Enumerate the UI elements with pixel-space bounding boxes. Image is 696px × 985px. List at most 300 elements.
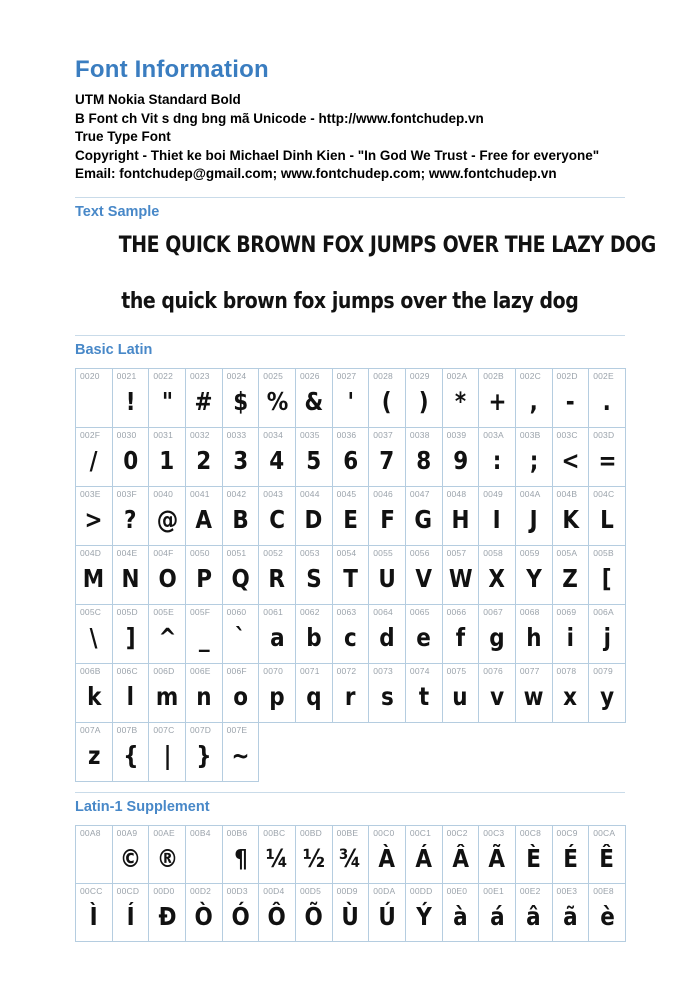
codepoint-label: 005D (116, 606, 138, 617)
glyph: @ (156, 504, 178, 534)
latin1-supplement-heading: Latin-1 Supplement (75, 798, 210, 815)
codepoint-label: 00C0 (373, 827, 395, 838)
codepoint-label: 00BE (336, 827, 359, 838)
glyph-cell (442, 427, 479, 486)
glyph: { (122, 740, 139, 770)
glyph: E (343, 504, 358, 534)
glyph: - (565, 386, 575, 416)
glyph: j (603, 622, 611, 652)
glyph-cell (295, 486, 332, 545)
glyph-cell (185, 722, 222, 781)
glyph: ( (382, 386, 392, 416)
glyph: h (526, 622, 542, 652)
glyph: [ (602, 563, 612, 593)
glyph: < (561, 445, 580, 475)
codepoint-label: 0065 (409, 606, 430, 617)
codepoint-label: 00E2 (519, 885, 541, 896)
glyph: ? (124, 504, 137, 534)
glyph: ã (563, 901, 578, 931)
glyph-cell (479, 368, 516, 427)
glyph-cell (369, 545, 406, 604)
glyph: % (266, 386, 288, 416)
codepoint-label: 004C (593, 488, 615, 499)
glyph-cell (515, 883, 552, 941)
glyph: o (233, 681, 248, 711)
glyph-cell (479, 825, 516, 883)
glyph: 1 (159, 445, 175, 475)
glyph: : (492, 445, 502, 475)
glyph: r (345, 681, 356, 711)
codepoint-label: 002D (556, 370, 578, 381)
codepoint-label: 00D2 (189, 885, 212, 896)
glyph: d (379, 622, 395, 652)
font-description-line: B Font ch Vit s dng bng mã Unicode - http://www.fontchudep.vn (75, 110, 484, 126)
glyph: V (415, 563, 433, 593)
glyph: D (304, 504, 323, 534)
glyph: Õ (304, 901, 323, 931)
codepoint-label: 0079 (593, 665, 613, 676)
codepoint-label: 007B (116, 724, 138, 735)
codepoint-label: 0064 (373, 606, 393, 617)
glyph-cell (442, 604, 479, 663)
glyph-cell (76, 545, 113, 604)
glyph-cell (332, 486, 369, 545)
codepoint-label: 0073 (373, 665, 393, 676)
codepoint-label: 0050 (189, 547, 210, 558)
glyph: x (563, 681, 578, 711)
glyph: Ù (341, 901, 360, 931)
glyph-cell (112, 825, 149, 883)
codepoint-label: 002C (519, 370, 541, 381)
glyph-cell (369, 368, 406, 427)
codepoint-label: 00D4 (263, 885, 285, 896)
glyph: y (600, 681, 615, 711)
codepoint-label: 004F (153, 547, 174, 558)
glyph-cell (332, 663, 369, 722)
glyph: p (269, 681, 285, 711)
text-sample-heading: Text Sample (75, 203, 160, 220)
codepoint-label: 002F (80, 429, 101, 440)
glyph: Í (126, 901, 135, 931)
codepoint-label: 0028 (373, 370, 393, 381)
glyph: . (602, 386, 612, 416)
glyph: R (268, 563, 286, 593)
glyph: É (563, 843, 578, 873)
glyph-cell (515, 486, 552, 545)
empty-grid-space (369, 722, 406, 781)
codepoint-label: 0059 (519, 547, 540, 558)
glyph: S (306, 563, 322, 593)
codepoint-label: 003F (116, 488, 137, 499)
codepoint-label: 006D (153, 665, 175, 676)
codepoint-label: 006E (189, 665, 211, 676)
glyph-cell (222, 883, 259, 941)
glyph-cell (149, 427, 186, 486)
glyph-cell (515, 604, 552, 663)
glyph: u (452, 681, 469, 711)
glyph-cell (479, 663, 516, 722)
glyph-cell (259, 545, 296, 604)
empty-grid-space (405, 722, 442, 781)
glyph: ! (125, 386, 136, 416)
glyph-cell (515, 825, 552, 883)
codepoint-label: 00BC (263, 827, 286, 838)
glyph: U (378, 563, 396, 593)
codepoint-label: 00E0 (446, 885, 468, 896)
codepoint-label: 0038 (409, 429, 430, 440)
glyph: K (562, 504, 579, 534)
glyph: \ (89, 622, 98, 652)
glyph: l (126, 681, 135, 711)
glyph: T (343, 563, 358, 593)
glyph-cell (405, 825, 442, 883)
codepoint-label: 004E (116, 547, 138, 558)
glyph-cell (295, 604, 332, 663)
codepoint-label: 0026 (299, 370, 320, 381)
codepoint-label: 0056 (409, 547, 430, 558)
glyph-cell (442, 825, 479, 883)
glyph: P (195, 563, 212, 593)
codepoint-label: 0021 (116, 370, 137, 381)
glyph-cell (589, 368, 626, 427)
glyph: ¾ (339, 843, 362, 873)
glyph-cell (442, 368, 479, 427)
glyph-cell (76, 368, 113, 427)
codepoint-label: 0044 (299, 488, 320, 499)
glyph: 0 (122, 445, 138, 475)
glyph-cell (552, 545, 589, 604)
glyph-cell (222, 604, 259, 663)
codepoint-label: 0062 (299, 606, 320, 617)
glyph-cell (112, 486, 149, 545)
glyph: Q (231, 563, 250, 593)
glyph-cell (185, 883, 222, 941)
codepoint-label: 0043 (263, 488, 283, 499)
codepoint-label: 0071 (299, 665, 320, 676)
glyph: b (306, 622, 322, 652)
glyph: G (414, 504, 433, 534)
glyph-cell (149, 722, 186, 781)
glyph: Ì (89, 901, 98, 931)
glyph-cell (222, 486, 259, 545)
glyph-cell (222, 663, 259, 722)
glyph-cell (76, 663, 113, 722)
glyph-cell (332, 825, 369, 883)
glyph-cell (405, 545, 442, 604)
glyph-cell (295, 427, 332, 486)
glyph: â (526, 901, 541, 931)
codepoint-label: 0020 (80, 370, 100, 381)
codepoint-label: 003D (593, 429, 615, 440)
glyph-cell (552, 486, 589, 545)
codepoint-label: 00B6 (226, 827, 248, 838)
glyph: à (453, 901, 468, 931)
glyph: 6 (342, 445, 358, 475)
codepoint-label: 0048 (446, 488, 467, 499)
glyph-cell (442, 545, 479, 604)
glyph-cell (295, 368, 332, 427)
glyph: Ã (488, 843, 506, 873)
glyph-cell (185, 604, 222, 663)
codepoint-label: 0024 (226, 370, 247, 381)
codepoint-label: 0063 (336, 606, 357, 617)
glyph-cell (295, 825, 332, 883)
glyph-cell (369, 663, 406, 722)
empty-grid-space (589, 722, 626, 781)
empty-grid-space (479, 722, 516, 781)
glyph-cell (589, 545, 626, 604)
glyph-cell (185, 368, 222, 427)
glyph-cell (369, 883, 406, 941)
codepoint-label: 00CA (593, 827, 616, 838)
glyph: 8 (416, 445, 432, 475)
glyph-cell (295, 663, 332, 722)
codepoint-label: 00D5 (299, 885, 322, 896)
glyph: Ý (415, 901, 432, 931)
glyph-cell (479, 427, 516, 486)
glyph-cell (589, 604, 626, 663)
glyph: k (86, 681, 101, 711)
glyph: ½ (302, 843, 325, 873)
codepoint-label: 00BD (299, 827, 322, 838)
glyph-cell (112, 604, 149, 663)
glyph: 9 (452, 445, 468, 475)
codepoint-label: 006A (593, 606, 614, 617)
codepoint-label: 0033 (226, 429, 247, 440)
glyph-cell (552, 368, 589, 427)
codepoint-label: 00AE (153, 827, 175, 838)
glyph-cell (405, 883, 442, 941)
glyph: Ê (599, 843, 615, 873)
codepoint-label: 0070 (263, 665, 283, 676)
glyph-cell (149, 545, 186, 604)
codepoint-label: 00D9 (336, 885, 358, 896)
glyph-cell (552, 883, 589, 941)
empty-grid-space (552, 722, 589, 781)
glyph: / (89, 445, 98, 475)
codepoint-label: 0030 (116, 429, 137, 440)
codepoint-label: 0053 (299, 547, 320, 558)
section-divider (75, 792, 625, 793)
glyph-cell (515, 663, 552, 722)
glyph: _ (198, 622, 210, 652)
codepoint-label: 0039 (446, 429, 467, 440)
glyph: ~ (231, 740, 250, 770)
glyph: È (526, 843, 542, 873)
codepoint-label: 0054 (336, 547, 357, 558)
glyph: C (269, 504, 285, 534)
glyph-cell (259, 825, 296, 883)
empty-grid-space (442, 722, 479, 781)
codepoint-label: 0072 (336, 665, 357, 676)
glyph-cell (332, 427, 369, 486)
sample-text-uppercase: THE QUICK BROWN FOX JUMPS OVER THE LAZY DOG (118, 232, 656, 258)
empty-grid-space (295, 722, 332, 781)
codepoint-label: 0040 (153, 488, 174, 499)
codepoint-label: 00A9 (116, 827, 138, 838)
glyph-cell (76, 604, 113, 663)
glyph-cell (589, 825, 626, 883)
glyph-cell (76, 427, 113, 486)
glyph: ; (529, 445, 539, 475)
codepoint-label: 00D3 (226, 885, 248, 896)
codepoint-label: 0031 (153, 429, 174, 440)
glyph-cell (185, 486, 222, 545)
codepoint-label: 0067 (483, 606, 503, 617)
glyph-cell (369, 427, 406, 486)
glyph: g (489, 622, 505, 652)
glyph: v (490, 681, 505, 711)
glyph-cell (479, 883, 516, 941)
glyph-cell (76, 883, 113, 941)
codepoint-label: 00C2 (446, 827, 468, 838)
glyph-cell (222, 825, 259, 883)
glyph: q (306, 681, 322, 711)
codepoint-label: 0066 (446, 606, 467, 617)
glyph-cell (479, 604, 516, 663)
glyph: Z (562, 563, 579, 593)
glyph-cell (149, 663, 186, 722)
codepoint-label: 0045 (336, 488, 357, 499)
glyph (76, 383, 112, 421)
codepoint-label: 0076 (483, 665, 503, 676)
empty-grid-space (515, 722, 552, 781)
glyph: + (488, 386, 507, 416)
glyph-cell (405, 604, 442, 663)
glyph: Â (452, 843, 469, 873)
codepoint-label: 0069 (556, 606, 577, 617)
font-info-block (75, 91, 625, 184)
codepoint-label: 005A (556, 547, 578, 558)
glyph: O (157, 563, 177, 593)
glyph: } (196, 740, 212, 770)
glyph-cell (332, 545, 369, 604)
codepoint-label: 0077 (519, 665, 540, 676)
codepoint-label: 0074 (409, 665, 430, 676)
glyph-cell (589, 663, 626, 722)
glyph-cell (589, 486, 626, 545)
codepoint-label: 005C (80, 606, 102, 617)
glyph-cell (76, 825, 113, 883)
glyph-cell (149, 368, 186, 427)
glyph-cell (405, 427, 442, 486)
glyph: e (416, 622, 432, 652)
glyph: > (84, 504, 103, 534)
glyph-cell (589, 427, 626, 486)
codepoint-label: 00E3 (556, 885, 578, 896)
codepoint-label: 007C (153, 724, 175, 735)
codepoint-label: 0061 (263, 606, 283, 617)
glyph: w (523, 681, 544, 711)
section-divider (75, 197, 625, 198)
codepoint-label: 0027 (336, 370, 357, 381)
glyph-cell (405, 368, 442, 427)
glyph-cell (479, 545, 516, 604)
glyph-cell (515, 545, 552, 604)
glyph: z (87, 740, 101, 770)
glyph: W (448, 563, 473, 593)
glyph: Ò (194, 901, 213, 931)
email-line: Email: fontchudep@gmail.com; www.fontchudep.com; www.fontchudep.vn (75, 166, 557, 181)
glyph-cell (589, 883, 626, 941)
glyph: m (155, 681, 179, 711)
empty-grid-space (259, 722, 296, 781)
glyph-cell (442, 663, 479, 722)
latin1-supplement-glyph-table (75, 825, 626, 942)
glyph: 7 (379, 445, 395, 475)
glyph-cell (332, 883, 369, 941)
glyph-cell (259, 486, 296, 545)
glyph-cell (112, 663, 149, 722)
glyph-cell (112, 545, 149, 604)
glyph-cell (332, 368, 369, 427)
glyph-cell (405, 663, 442, 722)
glyph-cell (259, 604, 296, 663)
glyph-cell (112, 427, 149, 486)
codepoint-label: 0029 (409, 370, 430, 381)
codepoint-label: 00E8 (593, 885, 614, 896)
codepoint-label: 00D0 (153, 885, 175, 896)
glyph: t (418, 681, 429, 711)
glyph: À (378, 843, 396, 873)
codepoint-label: 0025 (263, 370, 283, 381)
glyph: Ú (378, 901, 396, 931)
codepoint-label: 0075 (446, 665, 467, 676)
glyph-cell (295, 545, 332, 604)
codepoint-label: 0058 (483, 547, 503, 558)
glyph: B (232, 504, 249, 534)
font-type-line: True Type Font (75, 129, 171, 144)
glyph: © (119, 843, 142, 873)
copyright-line: Copyright - Thiet ke boi Michael Dinh Kien - "In God We Trust - Free for everyone" (75, 147, 600, 163)
glyph-cell (149, 604, 186, 663)
glyph-cell (369, 486, 406, 545)
glyph-cell (259, 883, 296, 941)
codepoint-label: 004B (556, 488, 578, 499)
codepoint-label: 0078 (556, 665, 577, 676)
glyph: n (196, 681, 212, 711)
codepoint-label: 00C1 (409, 827, 432, 838)
glyph-cell (259, 663, 296, 722)
glyph-cell (112, 883, 149, 941)
glyph-cell (515, 368, 552, 427)
glyph-cell (552, 427, 589, 486)
glyph: á (489, 901, 505, 931)
glyph-cell (112, 368, 149, 427)
glyph-cell (295, 883, 332, 941)
section-divider (75, 335, 625, 336)
glyph-cell (515, 427, 552, 486)
codepoint-label: 005B (593, 547, 614, 558)
glyph: M (83, 563, 105, 593)
glyph-cell (149, 486, 186, 545)
codepoint-label: 0051 (226, 547, 247, 558)
glyph: N (121, 563, 140, 593)
glyph-cell (149, 883, 186, 941)
codepoint-label: 0049 (483, 488, 503, 499)
glyph: s (380, 681, 394, 711)
codepoint-label: 0023 (189, 370, 210, 381)
glyph-cell (112, 722, 149, 781)
codepoint-label: 002B (483, 370, 504, 381)
glyph-cell (405, 486, 442, 545)
glyph: Ð (158, 901, 177, 931)
codepoint-label: 0047 (409, 488, 430, 499)
codepoint-label: 004D (80, 547, 102, 558)
codepoint-label: 003E (80, 488, 101, 499)
glyph: H (451, 504, 470, 534)
codepoint-label: 006C (116, 665, 138, 676)
